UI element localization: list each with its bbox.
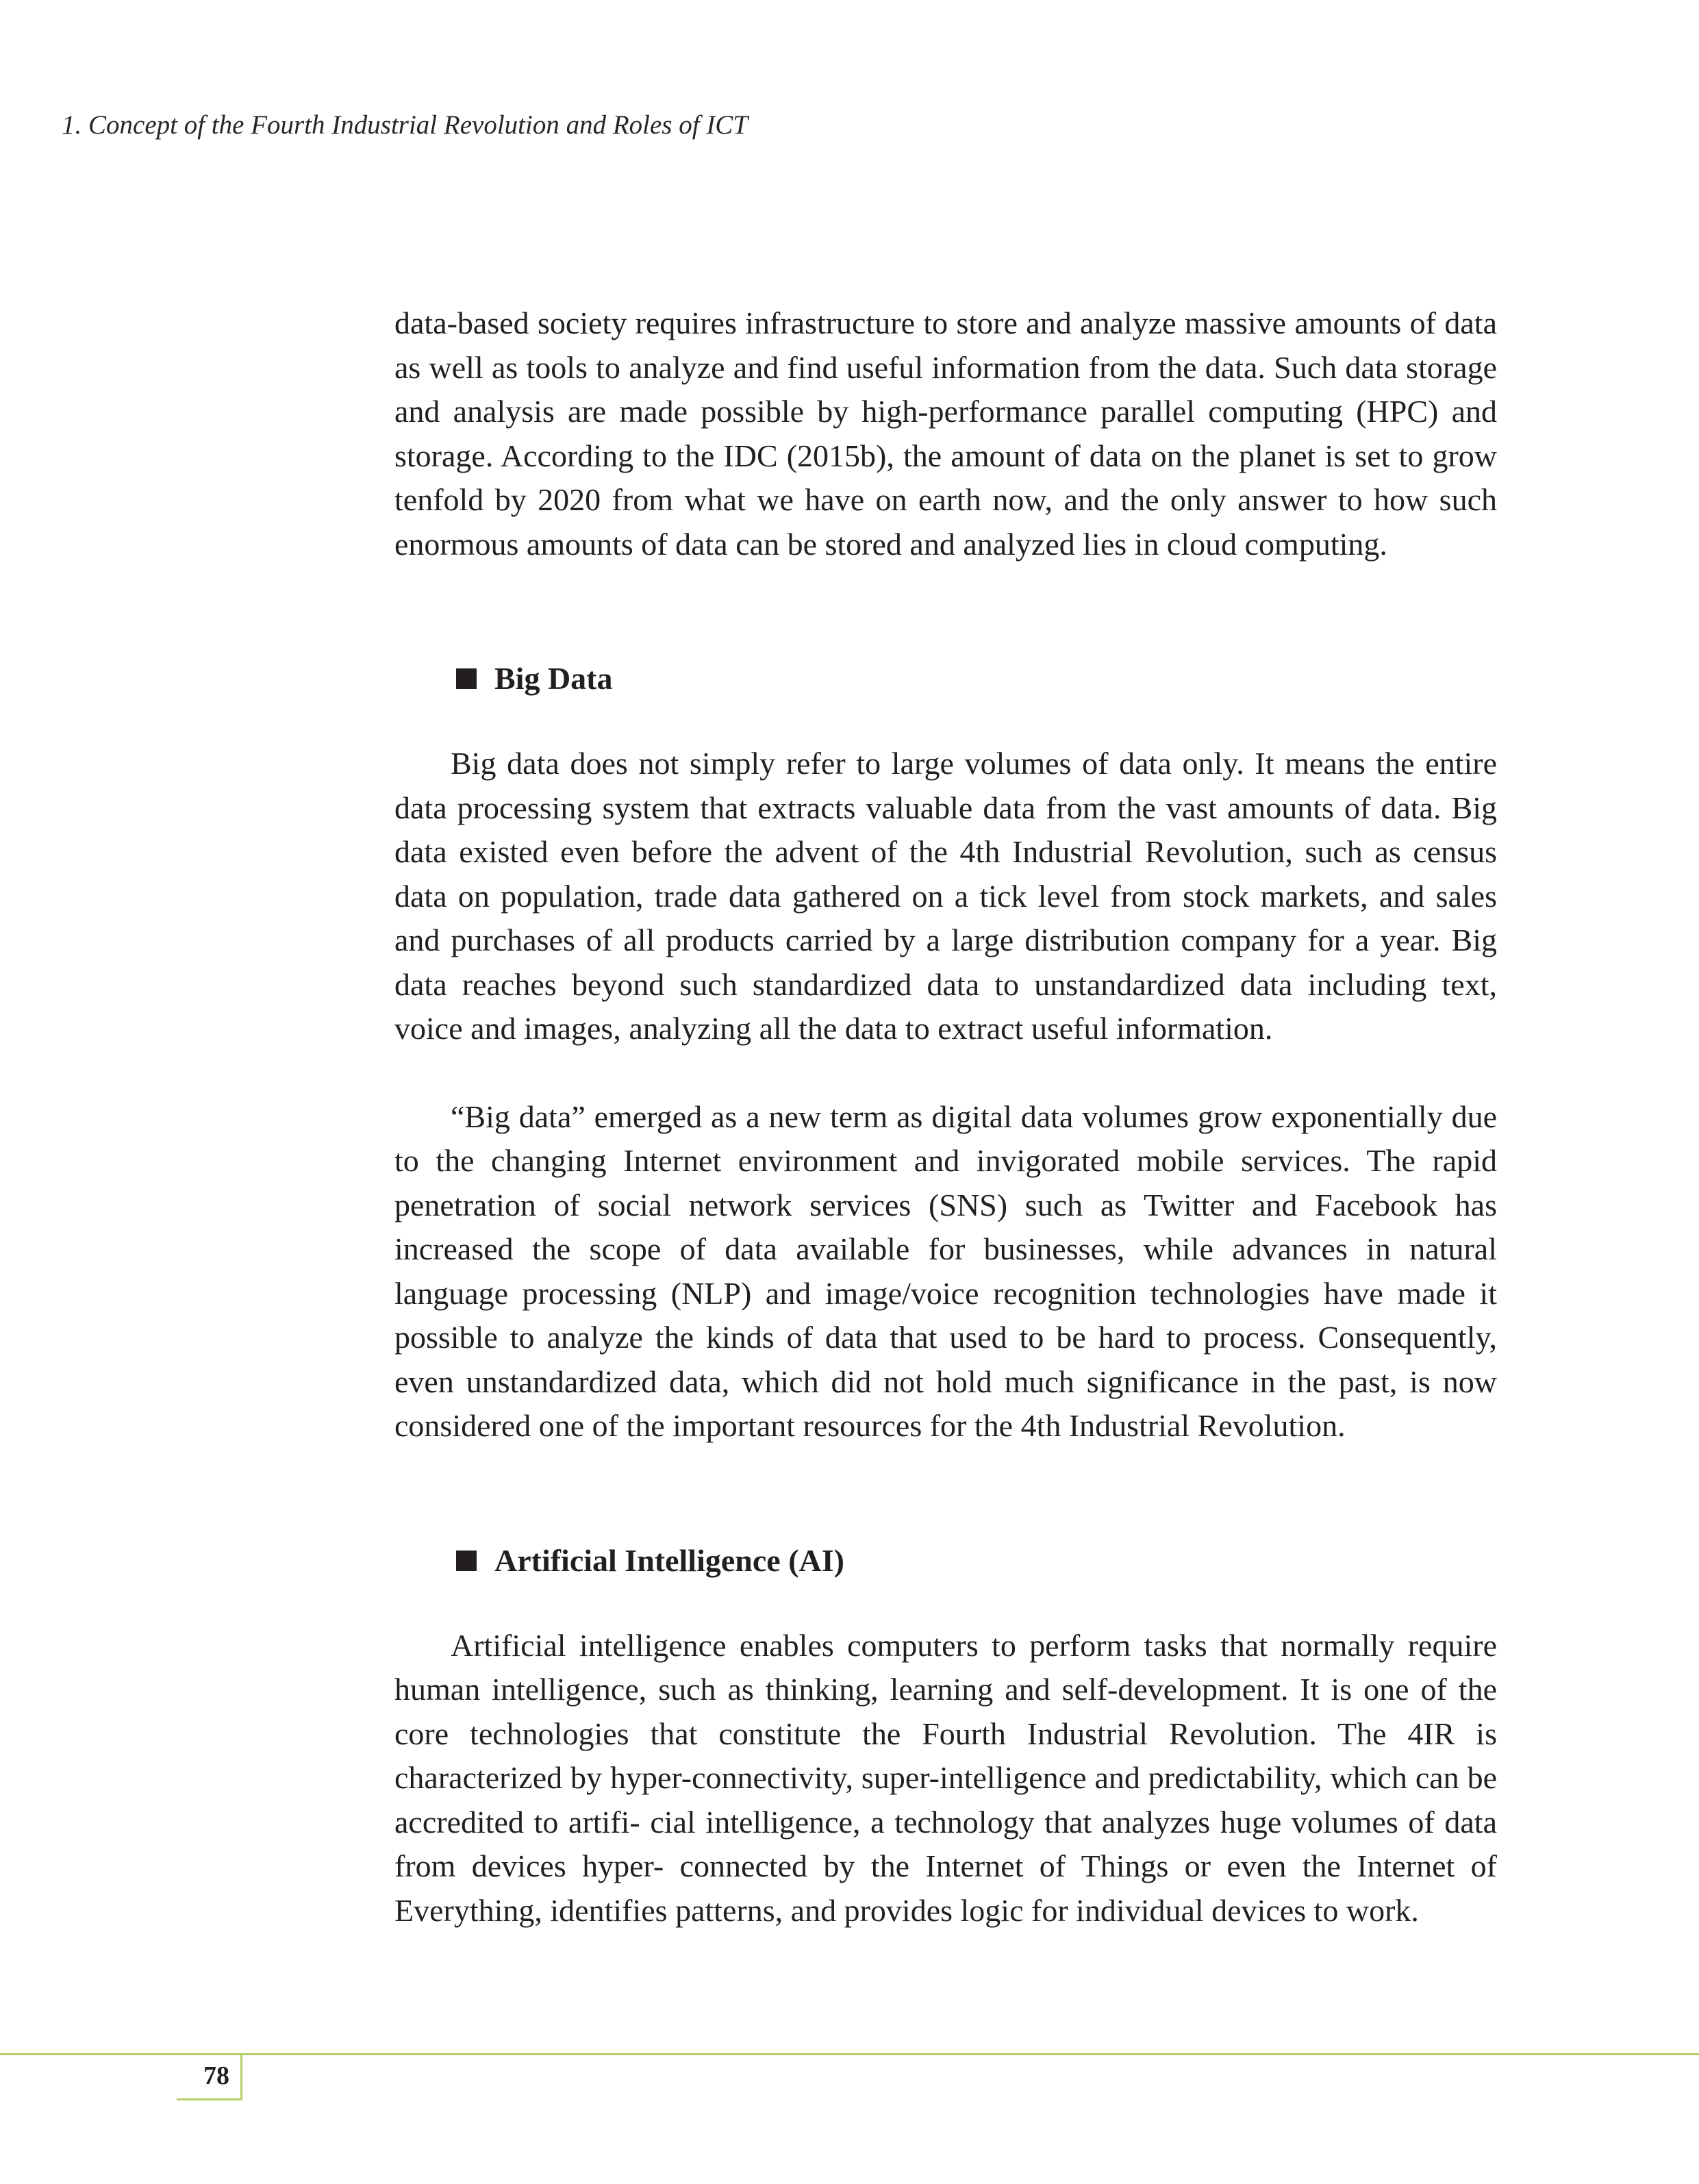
- section-heading-big-data: [394, 657, 1497, 701]
- footer-rule: [0, 2053, 1699, 2055]
- section-heading-label: Artificial Intelligence (AI): [494, 1542, 844, 1578]
- page-number: 78: [203, 2061, 229, 2090]
- running-header: 1. Concept of the Fourth Industrial Revolution and Roles of ICT: [62, 110, 748, 140]
- page-number-box: [177, 2055, 242, 2100]
- section-heading-artificial-intelligence: [394, 1539, 1497, 1583]
- big-data-paragraph-1: Big data does not simply refer to large volumes of data only. It means the entire data processing system that extracts valuable data from the vast amounts of data. Big data existed even before the advent of the 4th Industrial Revolution, such as census data on population, trade data gathered on a tick level from stock markets, and sales and purchases of all products carried by a large distribution company for a year. Big data reaches beyond such standardized data to unstandardized data including text, voice and images, analyzing all the data to extract useful information.: [394, 746, 1497, 1046]
- section-heading-label: Big Data: [494, 661, 613, 696]
- section-body-big-data: [394, 742, 1497, 1448]
- ai-paragraph-1: Artificial intelligence enables computers to perform tasks that normally require human intelligence, such as thinking, learning and self-development. It is one of the core technologies that constitute the Fourth Industrial Revolution. The 4IR is characterized by hyper-connectivity, super-intelligence and predictability, which can be accredited to artifi- cial intelligence, a technology that analyzes huge volumes of data from devices hyper- connected by the Internet of Things or even the Internet of Everything, identifies patterns, and provides logic for individual devices to work.: [394, 1627, 1497, 1928]
- section-body-artificial-intelligence: [394, 1624, 1497, 1933]
- black-square-icon: [456, 668, 477, 689]
- black-square-icon: [456, 1551, 477, 1571]
- intro-paragraph: data-based society requires infrastructure to store and analyze massive amounts of data as well as tools to analyze and find useful information from the data. Such data storage and analysis are made possible by high-performance parallel computing (HPC) and storage. According to the IDC (2015b), the amount of data on the planet is set to grow tenfold by 2020 from what we have on earth now, and the only answer to how such enormous amounts of data can be stored and analyzed lies in cloud computing.: [394, 305, 1497, 562]
- big-data-paragraph-2: “Big data” emerged as a new term as digital data volumes grow exponentially due to the changing Internet environment and invigorated mobile services. The rapid penetration of social network services (SNS) such as Twitter and Facebook has increased the scope of data available for businesses, while advances in natural language processing (NLP) and image/voice recognition technologies have made it possible to analyze the kinds of data that used to be hard to process. Consequently, even unstandardized data, which did not hold much significance in the past, is now considered one of the important resources for the 4th Industrial Revolution.: [394, 1099, 1497, 1443]
- body-column: [394, 301, 1497, 1933]
